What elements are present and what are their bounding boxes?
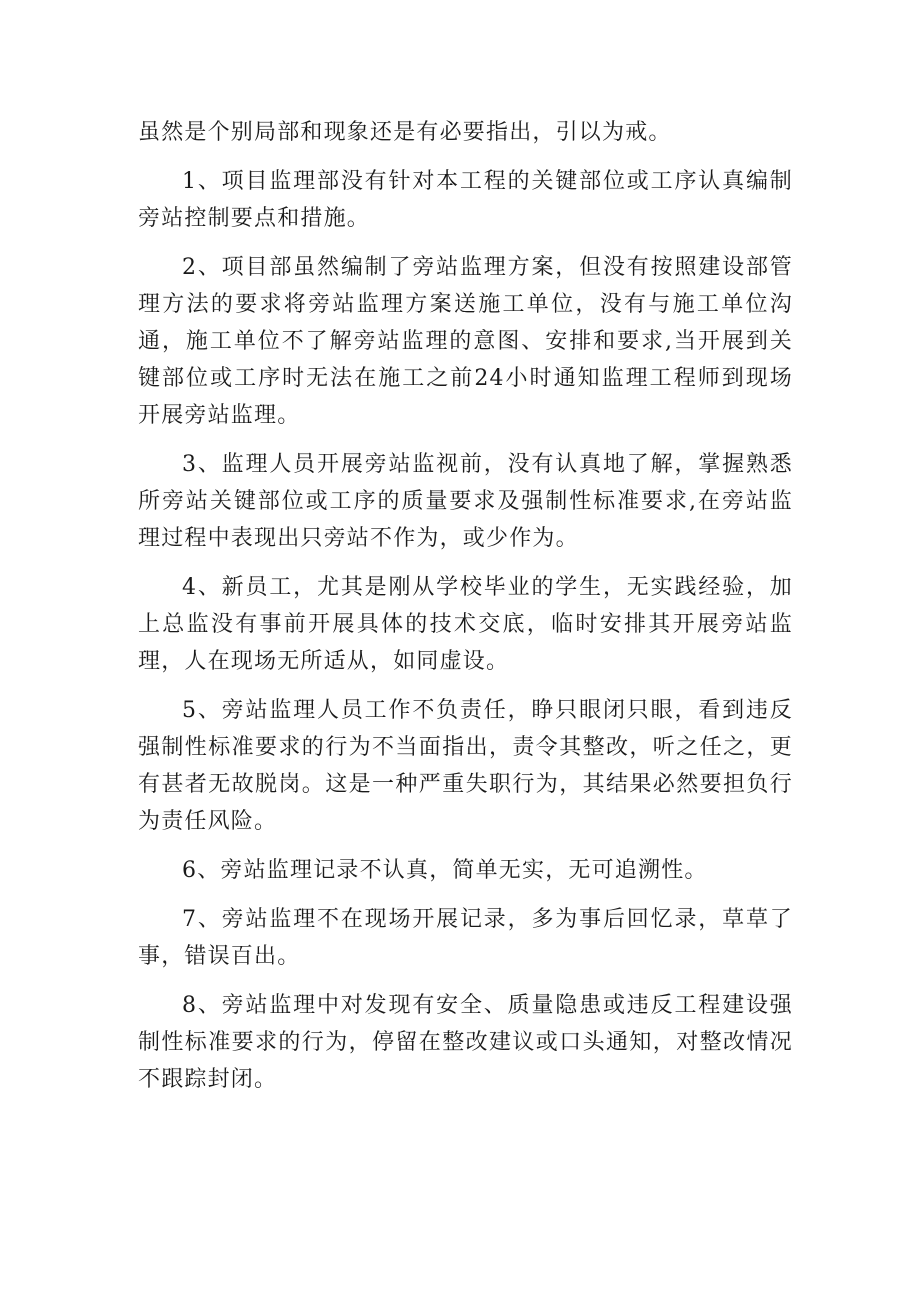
paragraph-item-6: 6、旁站监理记录不认真，简单无实，无可追溯性。: [182, 858, 708, 883]
paragraph-item-5: 5、旁站监理人员工作不负责任，睁只眼闭只眼，看到违反强制性标准要求的行为不当面指出，责令其整改，听之任之，更有甚者无故脱岗。这是一种严重失职行为，其结果必然要担负行为责任风险。: [138, 698, 793, 834]
paragraph-item-4: 4、新员工，尤其是刚从学校毕业的学生，无实践经验，加上总监没有事前开展具体的技术交底，临时安排其开展旁站监理，人在现场无所适从，如同虚设。: [138, 575, 793, 674]
paragraph-item-1: 1、项目监理部没有针对本工程的关键部位或工序认真编制旁站控制要点和措施。: [138, 169, 793, 231]
document-body: [138, 114, 793, 1110]
paragraph-continuation: 虽然是个别局部和现象还是有必要指出，引以为戒。: [138, 120, 672, 145]
paragraph-item-2: 2、项目部虽然编制了旁站监理方案，但没有按照建设部管理方法的要求将旁站监理方案送施工单位，没有与施工单位沟通，施工单位不了解旁站监理的意图、安排和要求,当开展到关键部位或工序时无法在施工之前24小时通知监理工程师到现场开展旁站监理。: [138, 255, 793, 428]
paragraph-item-7: 7、旁站监理不在现场开展记录，多为事后回忆录，草草了事，错误百出。: [138, 907, 793, 969]
paragraph-item-3: 3、监理人员开展旁站监视前，没有认真地了解，掌握熟悉所旁站关键部位或工序的质量要求及强制性标准要求,在旁站监理过程中表现出只旁站不作为，或少作为。: [138, 452, 793, 551]
paragraph-item-8: 8、旁站监理中对发现有安全、质量隐患或违反工程建设强制性标准要求的行为，停留在整改建议或口头通知，对整改情况不跟踪封闭。: [138, 993, 793, 1092]
